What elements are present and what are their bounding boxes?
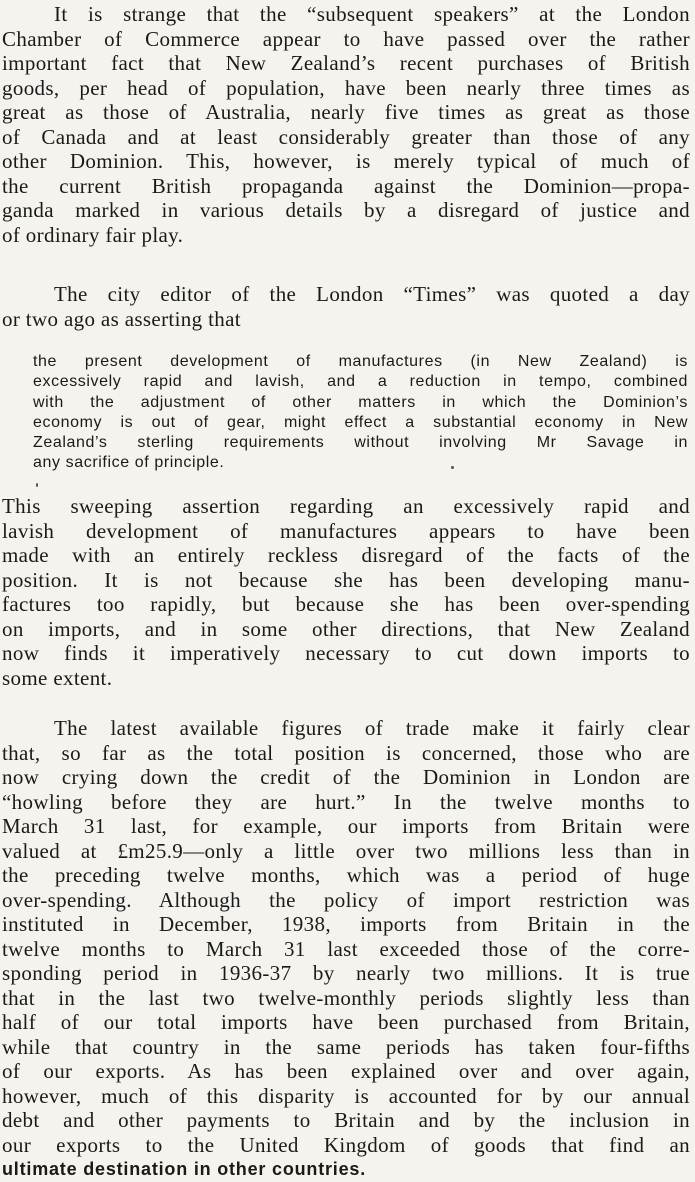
quote-line: any sacrifice of principle. xyxy=(33,454,225,472)
text-line: great as those of Australia, nearly five times as great as those xyxy=(2,100,690,124)
text-line: of our exports. As has been explained over and over again, xyxy=(2,1059,690,1083)
text-line: made with an entirely reckless disregard of the facts of the xyxy=(2,543,690,567)
text-line: that in the last two twelve-monthly periods slightly less than xyxy=(2,985,690,1010)
text-line: twelve months to March 31 last exceeded those of the corre- xyxy=(2,936,690,961)
text-line: of Canada and at least considerably greater than those of any xyxy=(2,124,690,149)
quote-line: Zealand’s sterling requirements without involving Mr Savage in xyxy=(33,434,688,452)
text-line: The latest available figures of trade make it fairly clear xyxy=(54,716,690,740)
paragraph-1 xyxy=(2,2,690,247)
text-line: sponding period in 1936-37 by nearly two millions. It is true xyxy=(2,961,690,985)
text-line: half of our total imports have been purchased from Britain, xyxy=(2,1010,690,1034)
text-line: March 31 last, for example, our imports from Britain were xyxy=(2,814,690,838)
text-line: over-spending. Although the policy of import restriction was xyxy=(2,887,690,912)
text-line: some extent. xyxy=(2,665,113,690)
text-line: other Dominion. This, however, is merely typical of much of xyxy=(2,149,690,173)
text-line: instituted in December, 1938, imports from Britain in the xyxy=(2,912,690,936)
text-line: valued at £m25.9—only a little over two millions less than in xyxy=(2,838,690,863)
text-line: The city editor of the London “Times” was quoted a day xyxy=(54,282,690,306)
print-speck xyxy=(451,466,454,469)
text-line: the preceding twelve months, which was a period of huge xyxy=(2,863,690,887)
quote-line: excessively rapid and lavish, and a reduction in tempo, combined xyxy=(33,373,688,391)
block-quote xyxy=(33,352,688,474)
quote-line: with the adjustment of other matters in which the Dominion’s xyxy=(33,393,688,411)
text-line: or two ago as asserting that xyxy=(2,306,241,331)
text-line: that, so far as the total position is concerned, those who are xyxy=(2,740,690,765)
paragraph-3 xyxy=(2,494,690,690)
text-line: now crying down the credit of the Dominion in London are xyxy=(2,765,690,789)
text-line: It is strange that the “subsequent speakers” at the London xyxy=(54,2,690,26)
text-line: while that country in the same periods has taken four-fifths xyxy=(2,1034,690,1059)
text-line: “howling before they are hurt.” In the twelve months to xyxy=(2,789,690,814)
text-line: important fact that New Zealand’s recent purchases of British xyxy=(2,51,690,75)
text-line: our exports to the United Kingdom of goods that find an xyxy=(2,1132,690,1157)
text-line: ganda marked in various details by a disregard of justice and xyxy=(2,198,690,222)
quote-line: economy is out of gear, might effect a substantial economy in New xyxy=(33,413,688,431)
text-line: debt and other payments to Britain and by the inclusion in xyxy=(2,1108,690,1132)
text-line: ultimate destination in other countries. xyxy=(2,1159,367,1179)
text-line: This sweeping assertion regarding an excessively rapid and xyxy=(2,494,690,518)
text-line: of ordinary fair play. xyxy=(2,222,184,247)
text-line: goods, per head of population, have been nearly three times as xyxy=(2,75,690,100)
print-speck xyxy=(36,483,38,487)
text-line: however, much of this disparity is accounted for by our annual xyxy=(2,1083,690,1108)
text-line: now finds it imperatively necessary to cut down imports to xyxy=(2,641,690,665)
text-line: lavish development of manufactures appears to have been xyxy=(2,518,690,543)
paragraph-2 xyxy=(2,282,690,331)
paragraph-4 xyxy=(2,716,690,1182)
text-line: on imports, and in some other directions, that New Zealand xyxy=(2,616,690,641)
quote-line: the present development of manufactures (in New Zealand) is xyxy=(33,353,688,370)
text-line: position. It is not because she has been developing manu- xyxy=(2,567,690,592)
text-line: factures too rapidly, but because she has been over-spending xyxy=(2,592,690,616)
text-line: the current British propaganda against the Dominion—propa- xyxy=(2,173,690,198)
text-line: Chamber of Commerce appear to have passed over the rather xyxy=(2,26,690,51)
